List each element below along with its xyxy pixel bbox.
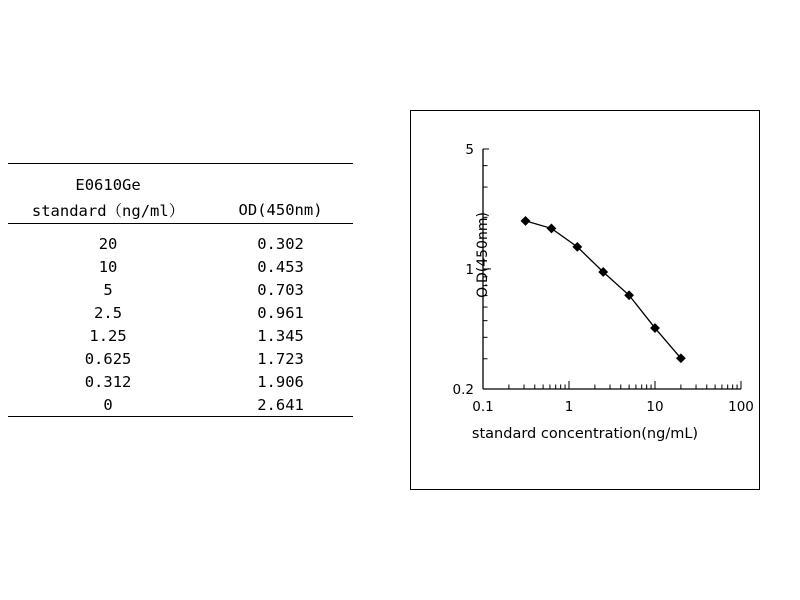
table-row [8,232,353,255]
x-tick-label: 0.1 [472,399,494,415]
data-point-marker [521,217,529,225]
cell-od: 0.703 [257,280,304,299]
y-tick-label: 0.2 [452,382,474,398]
plot-area [411,111,759,489]
data-point-marker [547,224,555,232]
table-header-row [8,196,353,224]
cell-standard: 1.25 [89,326,127,345]
table-row [8,324,353,347]
x-tick-label: 100 [728,399,754,415]
cell-standard: 0.312 [84,372,132,391]
cell-standard: 10 [98,257,118,276]
cell-od: 1.906 [257,372,304,391]
table-kit-code-row [8,173,353,196]
table-row [8,278,353,301]
kit-code-label: E0610Ge [75,175,141,194]
y-tick-label: 5 [465,142,474,158]
y-axis-title: O.D(450nm) [475,212,491,298]
standard-curve-table-panel [8,163,353,425]
standard-curve-table [8,163,353,425]
cell-od: 2.641 [257,395,304,414]
column-header-standard: standard（ng/ml） [31,201,185,220]
data-line [526,221,681,358]
cell-standard: 0 [103,395,113,414]
table-header-rule [8,224,353,233]
cell-od: 1.345 [257,326,304,345]
cell-od: 1.723 [257,349,304,368]
table-row [8,301,353,324]
table-top-rule [8,164,353,174]
cell-standard: 5 [103,280,113,299]
x-axis-title: standard concentration(ng/mL) [471,426,699,442]
cell-standard: 2.5 [94,303,123,322]
table-bottom-rule [8,417,353,426]
table-row [8,393,353,417]
x-tick-label: 10 [646,399,664,415]
column-header-od: OD(450nm) [238,200,323,219]
cell-standard: 0.625 [84,349,132,368]
table-row [8,370,353,393]
table-row [8,347,353,370]
cell-od: 0.961 [257,303,304,322]
table-row [8,255,353,278]
standard-curve-chart-panel [410,110,760,490]
cell-od: 0.453 [257,257,304,276]
y-tick-label: 1 [465,262,474,278]
x-tick-label: 1 [564,399,574,415]
cell-od: 0.302 [257,234,304,253]
cell-standard: 20 [98,234,118,253]
